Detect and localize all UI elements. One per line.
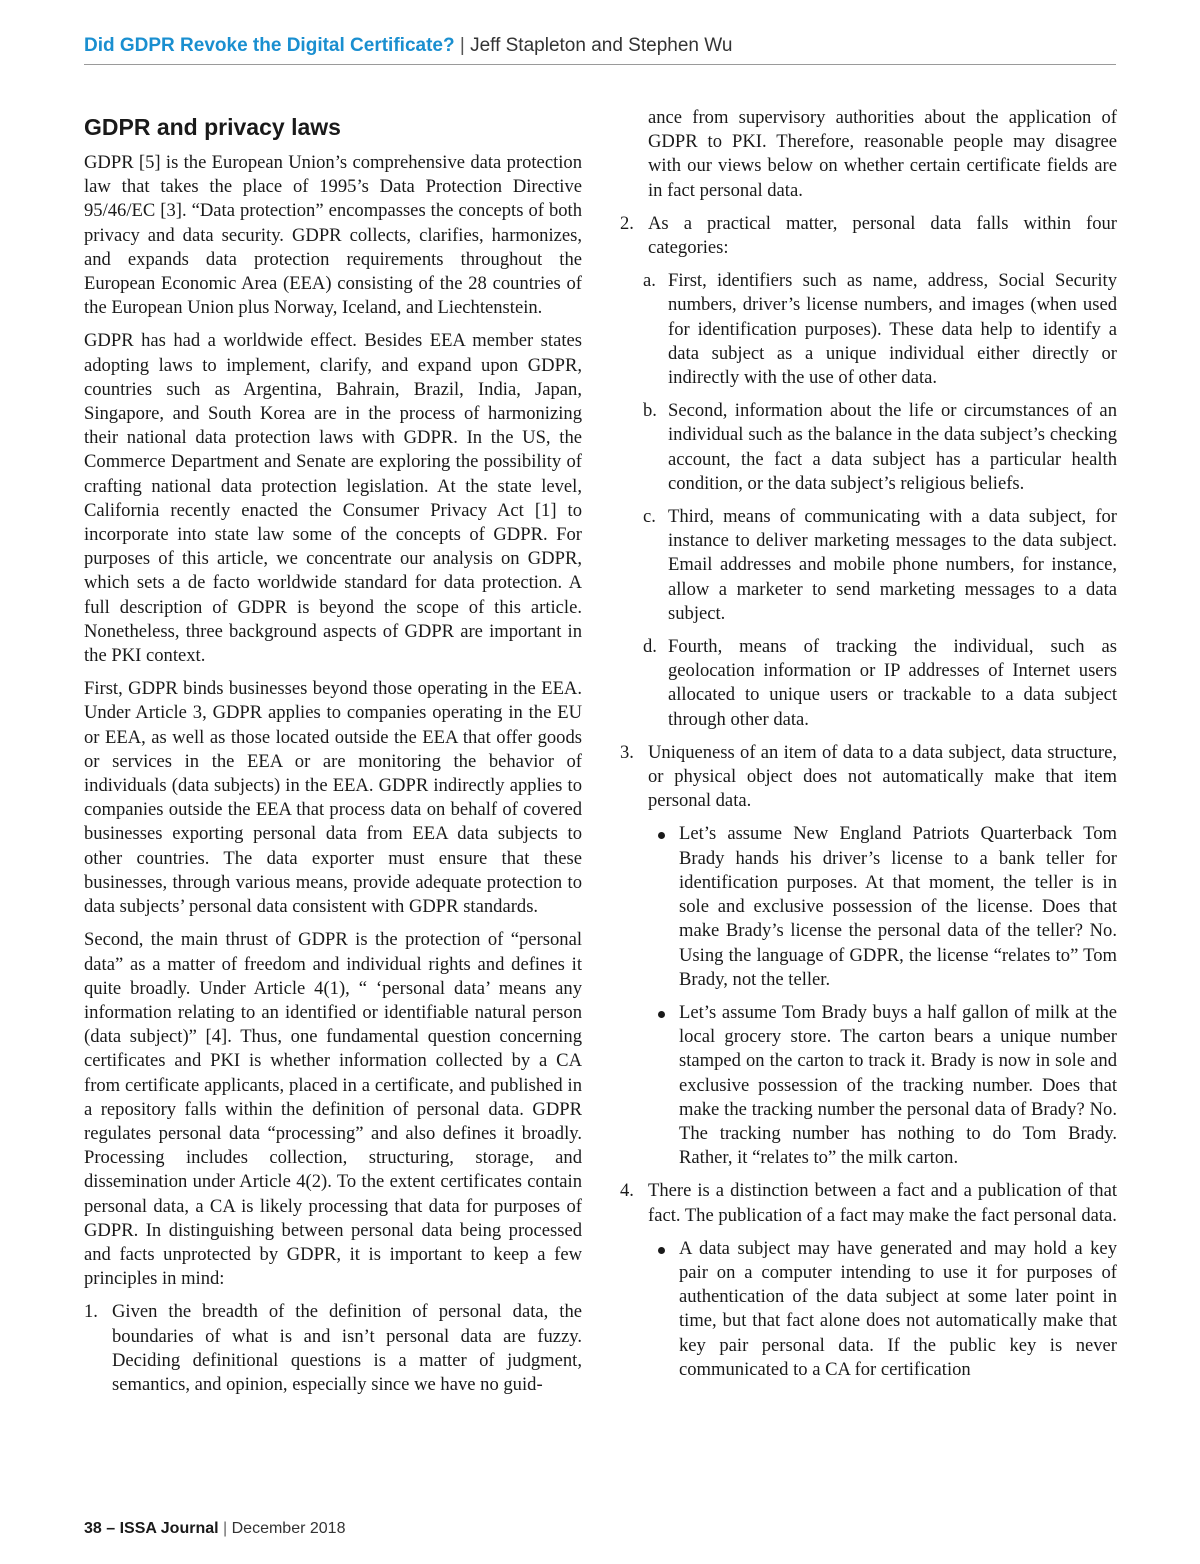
list-marker: a. (643, 270, 656, 292)
list-item-text: Let’s assume Tom Brady buys a half gallon of milk at the local grocery store. The carton bears a unique number stamped on the carton to track it. Brady is now in sole and exclusive possession of the tracking number. Does that make the tracking number the personal data of Brady? No. The tracking number has nothing to do Tom Brady. Rather, it “relates to” the milk carton. (679, 1001, 1117, 1169)
list-item-text: First, identifiers such as name, address, Social Security numbers, driver’s license numbers, and images (when used for identification purposes). These data help to identify a data subject as a unique individual either directly or indirectly with the use of other data. (668, 270, 1117, 389)
numbered-item-3 (620, 741, 1117, 814)
lettered-item-b (620, 399, 1117, 496)
list-marker: d. (643, 636, 657, 658)
bullet-item (620, 1237, 1117, 1382)
numbered-item-1-continued (620, 106, 1117, 203)
article-title: Did GDPR Revoke the Digital Certificate? (84, 35, 455, 56)
list-item-text: Third, means of communicating with a data subject, for instance to deliver marketing messages to the data subject. Email addresses and mobile phone numbers, for instance, allow a marketer to send marketing messages to a data subject. (668, 506, 1117, 624)
body-paragraph: Second, the main thrust of GDPR is the protection of “personal data” as a matter of freedom and individual rights and defines it quite broadly. Under Article 4(1), “ ‘personal data’ means any information relating to an identified or identifiable natural person (data subject)” [4]. Thus, one fundamental question concerning certificates and PKI is whether information collected by a CA from certificate applicants, placed in a certificate, and published in a repository falls within the definition of personal data. GDPR regulates personal data “processing” and also defines it broadly. Processing includes collection, structuring, storage, and dissemination under Article 4(2). To the extent certificates contain personal data, a CA is likely processing that data for purposes of GDPR. In distinguishing between personal data being processed and facts unprotected by GDPR, it is important to keep a few principles in mind: (84, 929, 582, 1290)
section-heading: GDPR and privacy laws (84, 114, 341, 140)
list-item-text: Let’s assume New England Patriots Quarterback Tom Brady hands his driver’s license to a bank teller for identification purposes. At that moment, the teller is in sole and exclusive possession of the license. Does that make Brady’s license the personal data of the teller? No. Using the language of GDPR, the license “relates to” Tom Brady, not the teller. (679, 823, 1117, 990)
page-footer (84, 1518, 345, 1540)
right-column (620, 106, 1117, 1391)
issue-date: December 2018 (231, 1520, 346, 1537)
list-marker: 1. (84, 1301, 98, 1323)
left-column (84, 104, 582, 1406)
list-marker: 3. (620, 741, 634, 763)
list-marker: c. (643, 506, 656, 528)
page-number: 38 – ISSA Journal (84, 1520, 219, 1537)
lettered-item-c (620, 505, 1117, 626)
bullet-icon (658, 832, 665, 839)
bullet-icon (658, 1247, 665, 1254)
bullet-item (620, 822, 1117, 991)
body-paragraph: First, GDPR binds businesses beyond those operating in the EEA. Under Article 3, GDPR applies to companies operating in the EU or EEA, as well as those located outside the EEA that offer goods or services in the EEA or are monitoring the behavior of individuals (data subjects) in the EEA. GDPR indirectly applies to companies outside the EEA that process data on behalf of covered businesses exporting personal data from EEA data subjects to other countries. The data exporter must ensure that these businesses, through various means, provide adequate protection to data subjects’ personal data consistent with GDPR standards. (84, 678, 582, 918)
list-marker: 4. (620, 1180, 634, 1202)
list-item-text: Second, information about the life or circumstances of an individual such as the balance in the data subject’s checking account, the fact a data subject has a particular health condition, or the data subject’s religious beliefs. (668, 400, 1117, 494)
bullet-icon (658, 1011, 665, 1018)
numbered-item-1 (84, 1300, 582, 1397)
lettered-item-a (620, 269, 1117, 390)
header-divider (84, 64, 1116, 65)
list-marker: 2. (620, 212, 634, 234)
list-item-text: As a practical matter, personal data falls within four categories: (648, 212, 1117, 259)
article-authors: Jeff Stapleton and Stephen Wu (470, 35, 733, 56)
list-item-text: Uniqueness of an item of data to a data subject, data structure, or physical object does not automatically make that item personal data. (648, 741, 1117, 812)
footer-separator: | (218, 1520, 232, 1537)
list-item-text: A data subject may have generated and may hold a key pair on a computer intending to use it for purposes of authentication of the data subject at some later point in time, but that fact alone does not automatically make that key pair personal data. If the public key is never communicated to a CA for certification (679, 1237, 1117, 1380)
body-paragraph: GDPR [5] is the European Union’s comprehensive data protection law that takes the place of 1995’s Data Protection Directive 95/46/EC [3]. “Data protection” encompasses the concepts of both privacy and data security. GDPR collects, clarifies, harmonizes, and expands data protection requirements throughout the European Economic Area (EEA) consisting of the 28 countries of the European Union plus Norway, Iceland, and Liechtenstein. (84, 152, 582, 319)
numbered-item-2 (620, 212, 1117, 260)
list-item-text: ance from supervisory authorities about the application of GDPR to PKI. Therefore, reasonable people may disagree with our views below on whether certain certificate fields are in fact personal data. (648, 107, 1117, 201)
list-item-text: Given the breadth of the definition of personal data, the boundaries of what is and isn’t personal data are fuzzy. Deciding definitional questions is a matter of judgment, semantics, and opinion, especially since we have no guid- (112, 1301, 582, 1395)
running-header (84, 33, 1116, 59)
list-marker: b. (643, 400, 657, 422)
numbered-item-4 (620, 1179, 1117, 1227)
lettered-item-d (620, 635, 1117, 732)
header-separator: | (454, 35, 471, 56)
body-paragraph: GDPR has had a worldwide effect. Besides EEA member states adopting laws to implement, clarify, and expand upon GDPR, countries such as Argentina, Bahrain, Brazil, India, Japan, Singapore, and South Korea are in the process of harmonizing their national data protection laws with GDPR. In the US, the Commerce Department and Senate are exploring the possibility of crafting national data protection legislation. At the state level, California recently enacted the Consumer Privacy Act [1] to incorporate into state law some of the concepts of GDPR. For purposes of this article, we concentrate our analysis on GDPR, which sets a de facto worldwide standard for data protection. A full description of GDPR is beyond the scope of this article. Nonetheless, three background aspects of GDPR are important in the PKI context. (84, 330, 582, 667)
bullet-item (620, 1001, 1117, 1170)
list-item-text: Fourth, means of tracking the individual, such as geolocation information or IP addresses of Internet users allocated to unique users or trackable to a data subject through other data. (668, 636, 1117, 730)
list-item-text: There is a distinction between a fact and a publication of that fact. The publication of a fact may make the fact personal data. (648, 1180, 1117, 1226)
